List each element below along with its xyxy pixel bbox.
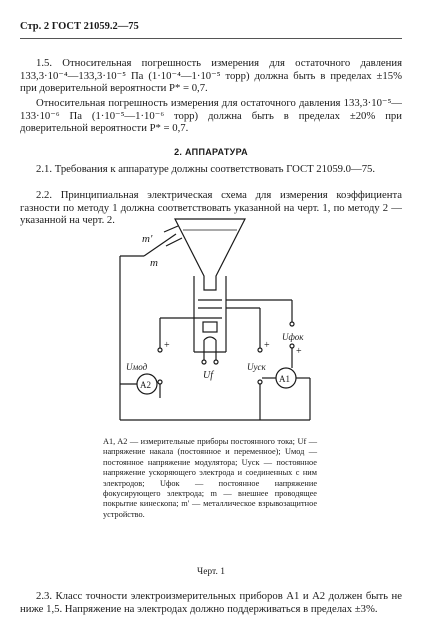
paragraph-2-2: 2.2. Принципиальная электрическая схема для измерения коэффициента газности по методу 1 должна соответствовать указанной на черт. 1, по методу 2 — указанной на черт. 2.	[20, 189, 402, 227]
paragraph-2-1: 2.1. Требования к аппаратуре должны соответствовать ГОСТ 21059.0—75.	[36, 163, 376, 175]
paragraph-1-5: 1.5. Относительная погрешность измерения для остаточного давления 133,3·10⁻⁴—133,3·10⁻⁵ Па (1·10⁻⁴—1·10⁻⁵ торр) должна быть в пределах ±15% при доверительной вероятности P* = 0,7.	[20, 57, 402, 95]
label-a1: A1	[279, 374, 290, 384]
section-title: 2. АППАРАТУРА	[174, 147, 248, 157]
label-u-mod: Uмод	[126, 362, 148, 372]
label-m: m	[150, 257, 158, 269]
label-plus-mod: +	[164, 340, 170, 351]
paragraph-2-3: 2.3. Класс точности электроизмерительных приборов A1 и A2 должен быть не ниже 1,5. Напряжение на электродах должно поддерживаться в пределах ±3%.	[20, 590, 402, 615]
label-u-fok: Uфок	[282, 332, 304, 342]
label-m-prime: m'	[142, 233, 153, 245]
figure-caption: A1, A2 — измерительные приборы постоянного тока; Uf — напряжение накала (постоянное и переменное); Uмод — постоянное напряжение модулятора; Uуск — постоянное напряжение ускоряющего электрода и соединенных с ним электродов; Uфок — постоянное напряжение фокусирующего электрода; m — внешнее проводящее покрытие кинескопа; m' — металлическое взрывозащитное устройство.	[103, 437, 317, 519]
label-a2: A2	[140, 380, 151, 390]
page-header: Стр. 2 ГОСТ 21059.2—75	[20, 21, 139, 32]
paragraph-1-5-cont: Относительная погрешность измерения для остаточного давления 133,3·10⁻⁵—133·10⁻⁶ Па (1·10⁻⁵—1·10⁻⁶ торр) должна быть в пределах ±20% при доверительной вероятности P* = 0,7.	[20, 97, 402, 135]
label-plus-usk: +	[264, 340, 270, 351]
label-plus-fok: +	[296, 346, 302, 357]
label-u-f: Uf	[203, 370, 213, 381]
label-u-usk: Uуск	[247, 362, 266, 372]
figure-label: Черт. 1	[197, 567, 225, 577]
